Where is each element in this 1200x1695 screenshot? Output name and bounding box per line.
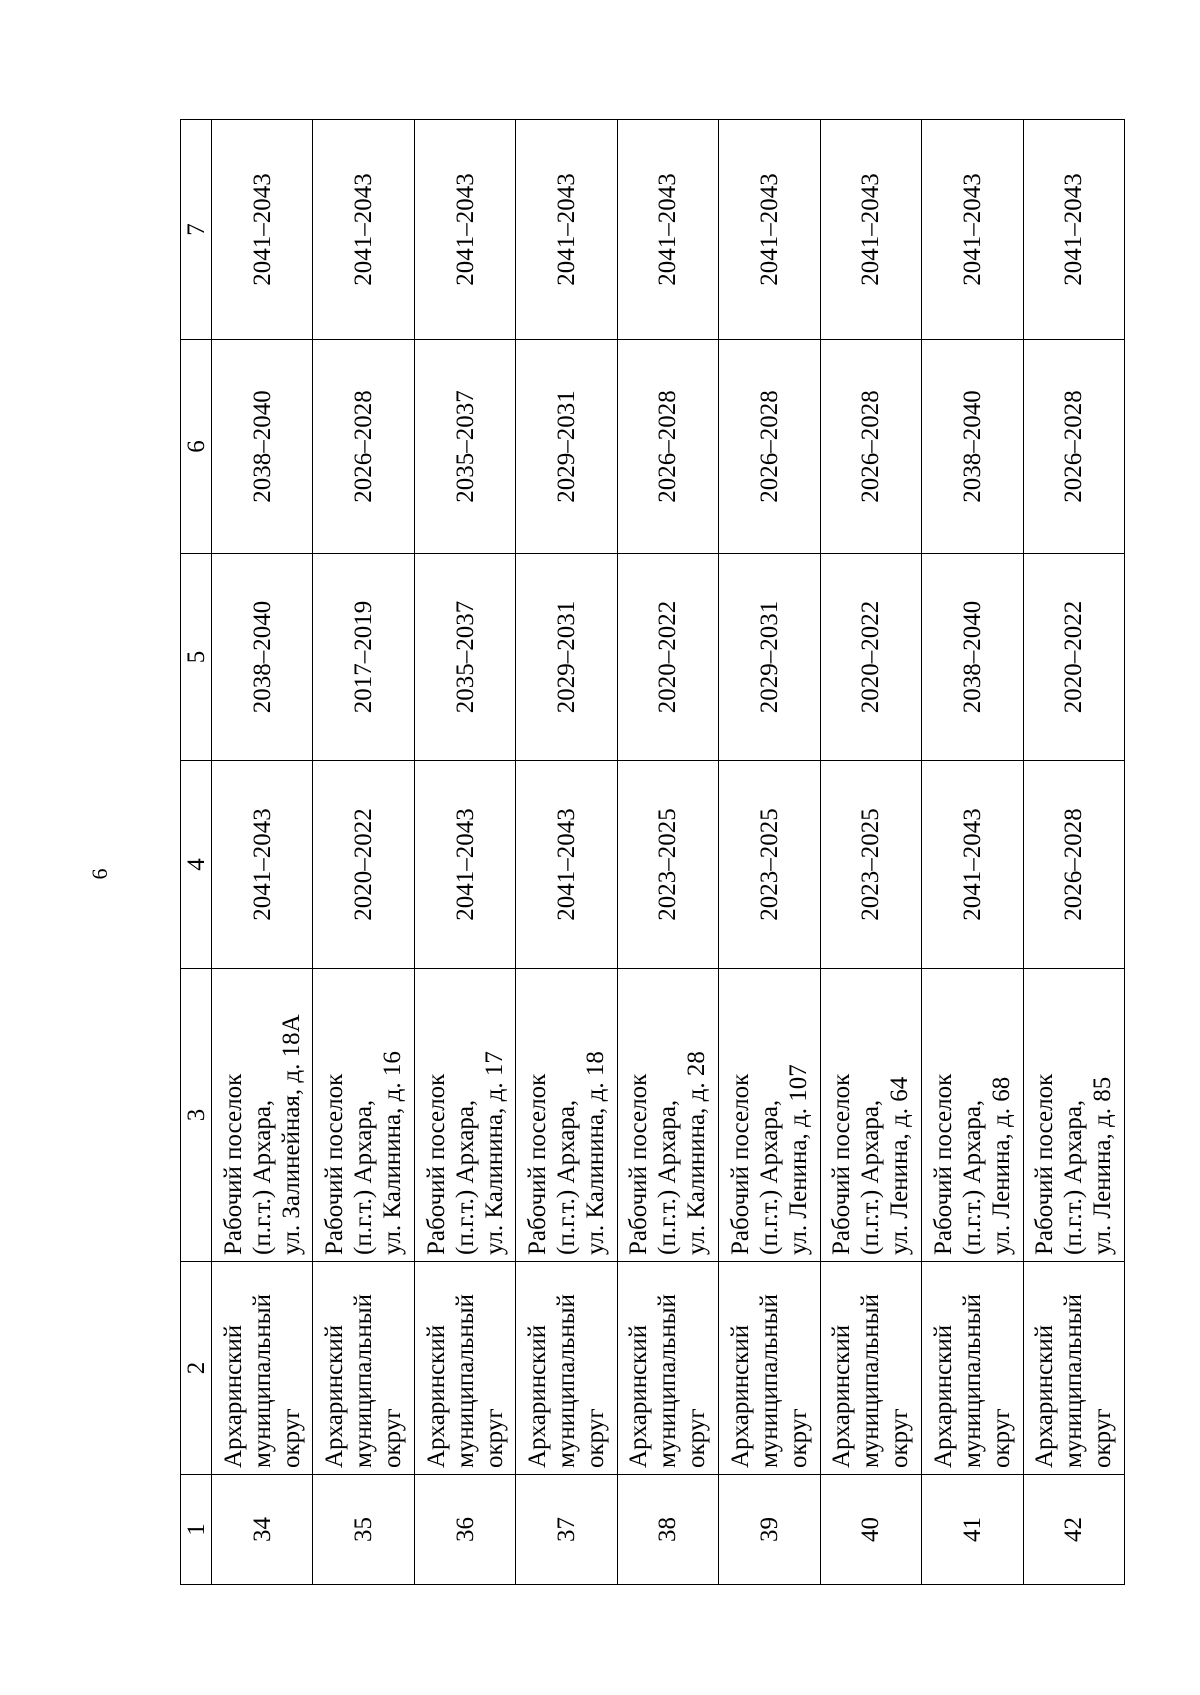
district-cell-line: Архаринский [828, 1324, 856, 1468]
period-cell-4: 2026–2028 [1023, 761, 1125, 969]
period-cell-5: 2020–2022 [820, 554, 921, 761]
row-number-cell: 38 [617, 1475, 718, 1585]
period-cell-6: 2035–2037 [414, 340, 515, 554]
district-cell-line: округ [277, 1408, 305, 1468]
district-cell [1023, 1262, 1125, 1475]
district-cell-line: муниципальный [451, 1294, 479, 1468]
district-cell [719, 1262, 820, 1475]
address-cell-line: Рабочий поселок [828, 1073, 856, 1255]
address-cell-line: ул. Ленина, д. 64 [886, 1076, 914, 1255]
row-number-cell: 40 [820, 1475, 921, 1585]
rotated-table-container [180, 120, 1125, 1585]
row-number-cell: 35 [313, 1475, 414, 1585]
address-cell [820, 969, 921, 1262]
address-cell-line: Рабочий поселок [219, 1073, 247, 1255]
row-number-cell: 34 [212, 1475, 313, 1585]
period-cell-5: 2029–2031 [719, 554, 820, 761]
address-cell-line: ул. Калинина, д. 18 [582, 1051, 610, 1255]
table-row [516, 120, 617, 1585]
address-cell-line: Рабочий поселок [422, 1073, 450, 1255]
row-number-cell: 39 [719, 1475, 820, 1585]
page-number: 6 [87, 868, 112, 880]
district-cell [617, 1262, 718, 1475]
period-cell-4: 2041–2043 [212, 761, 313, 969]
period-cell-7: 2041–2043 [820, 120, 921, 340]
period-cell-7: 2041–2043 [922, 120, 1023, 340]
address-cell-line: ул. Калинина, д. 16 [379, 1051, 407, 1255]
period-cell-5: 2035–2037 [414, 554, 515, 761]
period-cell-6: 2026–2028 [719, 340, 820, 554]
period-cell-4: 2023–2025 [820, 761, 921, 969]
period-cell-7: 2041–2043 [617, 120, 718, 340]
table-row [820, 120, 921, 1585]
district-cell-line: муниципальный [248, 1294, 276, 1468]
district-cell-line: Архаринский [524, 1324, 552, 1468]
row-number-cell: 37 [516, 1475, 617, 1585]
address-cell [313, 969, 414, 1262]
period-cell-6: 2026–2028 [617, 340, 718, 554]
district-cell-line: муниципальный [350, 1294, 378, 1468]
address-cell-line: ул. Калинина, д. 28 [683, 1051, 711, 1255]
header-col-3: 3 [181, 969, 212, 1262]
header-col-4: 4 [181, 761, 212, 969]
period-cell-5: 2020–2022 [1023, 554, 1125, 761]
period-cell-4: 2041–2043 [922, 761, 1023, 969]
period-cell-6: 2026–2028 [313, 340, 414, 554]
district-cell [820, 1262, 921, 1475]
table-row [1023, 120, 1125, 1585]
schedule-table [180, 119, 1125, 1585]
period-cell-6: 2038–2040 [212, 340, 313, 554]
district-cell-line: округ [784, 1408, 812, 1468]
period-cell-5: 2029–2031 [516, 554, 617, 761]
district-cell-line: округ [379, 1408, 407, 1468]
header-col-2: 2 [181, 1262, 212, 1475]
district-cell [414, 1262, 515, 1475]
address-cell-line: ул. Калинина, д. 17 [480, 1051, 508, 1255]
district-cell-line: Архаринский [929, 1324, 957, 1468]
address-cell-line: ул. Залинейная, д. 18А [277, 1014, 305, 1255]
header-row [181, 120, 212, 1585]
address-cell-line: Рабочий поселок [625, 1073, 653, 1255]
row-number-cell: 42 [1023, 1475, 1125, 1585]
district-cell-line: муниципальный [958, 1294, 986, 1468]
district-cell [516, 1262, 617, 1475]
district-cell-line: Архаринский [422, 1324, 450, 1468]
period-cell-5: 2017–2019 [313, 554, 414, 761]
address-cell-line: (п.г.т.) Архара, [1060, 1099, 1088, 1255]
district-cell-line: округ [480, 1408, 508, 1468]
address-cell [719, 969, 820, 1262]
address-cell-line: (п.г.т.) Архара, [451, 1099, 479, 1255]
address-cell-line: Рабочий поселок [726, 1073, 754, 1255]
period-cell-5: 2038–2040 [212, 554, 313, 761]
district-cell-line: округ [582, 1408, 610, 1468]
district-cell [313, 1262, 414, 1475]
district-cell-line: округ [1089, 1408, 1117, 1468]
address-cell-line: (п.г.т.) Архара, [248, 1099, 276, 1255]
row-number-cell: 36 [414, 1475, 515, 1585]
district-cell-line: Архаринский [219, 1324, 247, 1468]
district-cell-line: Архаринский [321, 1324, 349, 1468]
period-cell-6: 2038–2040 [922, 340, 1023, 554]
table-row [922, 120, 1023, 1585]
address-cell-line: (п.г.т.) Архара, [755, 1099, 783, 1255]
period-cell-4: 2020–2022 [313, 761, 414, 969]
period-cell-6: 2026–2028 [820, 340, 921, 554]
header-col-7: 7 [181, 120, 212, 340]
table-row [212, 120, 313, 1585]
address-cell-line: (п.г.т.) Архара, [857, 1099, 885, 1255]
district-cell-line: Архаринский [625, 1324, 653, 1468]
address-cell-line: (п.г.т.) Архара, [553, 1099, 581, 1255]
period-cell-4: 2041–2043 [516, 761, 617, 969]
period-cell-6: 2026–2028 [1023, 340, 1125, 554]
table-row [617, 120, 718, 1585]
district-cell-line: Архаринский [1031, 1324, 1059, 1468]
district-cell [922, 1262, 1023, 1475]
address-cell-line: Рабочий поселок [321, 1073, 349, 1255]
period-cell-5: 2038–2040 [922, 554, 1023, 761]
address-cell-line: (п.г.т.) Архара, [654, 1099, 682, 1255]
address-cell [212, 969, 313, 1262]
district-cell-line: муниципальный [654, 1294, 682, 1468]
address-cell [516, 969, 617, 1262]
address-cell-line: ул. Ленина, д. 85 [1089, 1076, 1117, 1255]
period-cell-4: 2041–2043 [414, 761, 515, 969]
address-cell-line: Рабочий поселок [929, 1073, 957, 1255]
period-cell-7: 2041–2043 [516, 120, 617, 340]
period-cell-7: 2041–2043 [212, 120, 313, 340]
address-cell [922, 969, 1023, 1262]
address-cell [414, 969, 515, 1262]
table-row [313, 120, 414, 1585]
address-cell [617, 969, 718, 1262]
district-cell-line: округ [886, 1408, 914, 1468]
address-cell-line: (п.г.т.) Архара, [350, 1099, 378, 1255]
period-cell-6: 2029–2031 [516, 340, 617, 554]
district-cell-line: округ [987, 1408, 1015, 1468]
address-cell-line: ул. Ленина, д. 107 [784, 1064, 812, 1255]
header-col-5: 5 [181, 554, 212, 761]
district-cell-line: муниципальный [553, 1294, 581, 1468]
district-cell-line: Архаринский [726, 1324, 754, 1468]
period-cell-5: 2020–2022 [617, 554, 718, 761]
table-row [719, 120, 820, 1585]
district-cell-line: муниципальный [755, 1294, 783, 1468]
period-cell-7: 2041–2043 [414, 120, 515, 340]
address-cell-line: Рабочий поселок [524, 1073, 552, 1255]
period-cell-7: 2041–2043 [1023, 120, 1125, 340]
address-cell [1023, 969, 1125, 1262]
period-cell-4: 2023–2025 [617, 761, 718, 969]
period-cell-7: 2041–2043 [313, 120, 414, 340]
table-row [414, 120, 515, 1585]
district-cell [212, 1262, 313, 1475]
row-number-cell: 41 [922, 1475, 1023, 1585]
header-col-1: 1 [181, 1475, 212, 1585]
period-cell-7: 2041–2043 [719, 120, 820, 340]
address-cell-line: Рабочий поселок [1031, 1073, 1059, 1255]
address-cell-line: (п.г.т.) Архара, [958, 1099, 986, 1255]
district-cell-line: округ [683, 1408, 711, 1468]
period-cell-4: 2023–2025 [719, 761, 820, 969]
district-cell-line: муниципальный [857, 1294, 885, 1468]
address-cell-line: ул. Ленина, д. 68 [987, 1076, 1015, 1255]
header-col-6: 6 [181, 340, 212, 554]
district-cell-line: муниципальный [1060, 1294, 1088, 1468]
